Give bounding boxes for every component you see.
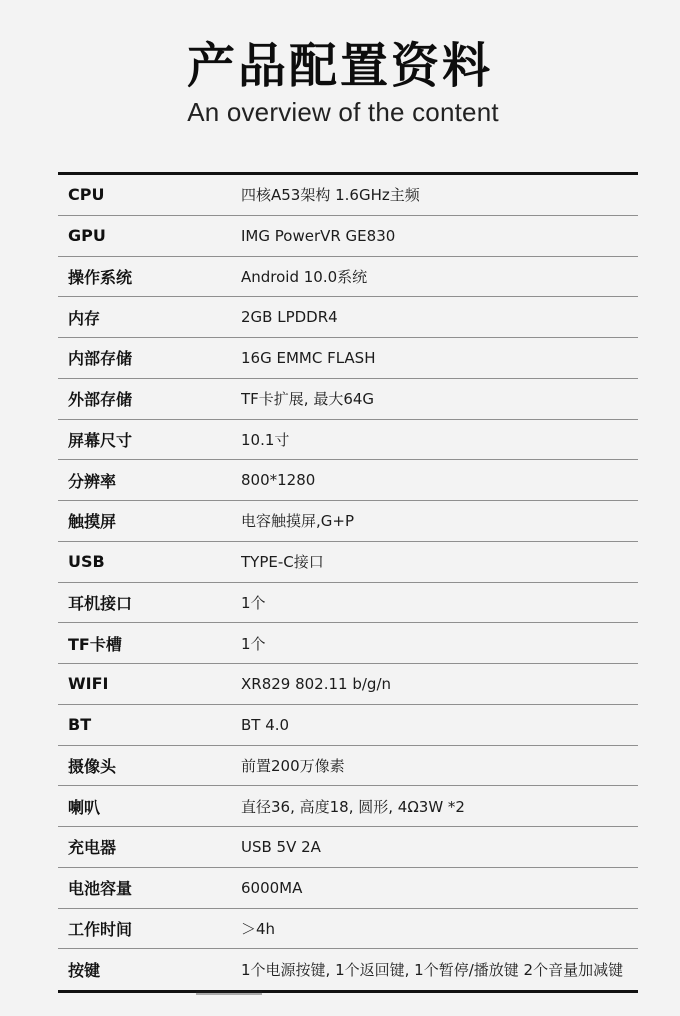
spec-key: GPU [68, 226, 106, 246]
spec-value: 1个电源按键, 1个返回键, 1个暂停/播放键 2个音量加减键 [241, 961, 624, 980]
spec-value: ＞4h [241, 919, 276, 938]
spec-key: 摄像头 [68, 756, 117, 776]
spec-key: 屏幕尺寸 [68, 430, 133, 450]
spec-key: WIFI [68, 674, 109, 694]
spec-row-buttons [58, 949, 638, 990]
spec-value: 800*1280 [241, 471, 316, 490]
spec-row-internal-storage [58, 338, 638, 379]
spec-value: 10.1寸 [241, 430, 290, 449]
spec-row-os [58, 257, 638, 298]
spec-value: 6000MA [241, 878, 303, 897]
spec-value: 16G EMMC FLASH [241, 348, 376, 367]
spec-row-usb [58, 542, 638, 583]
spec-key: 操作系统 [68, 267, 133, 287]
spec-key: CPU [68, 185, 105, 205]
spec-row-working-time [58, 909, 638, 950]
spec-value: IMG PowerVR GE830 [241, 226, 396, 245]
spec-row-cpu [58, 175, 638, 216]
spec-row-resolution [58, 460, 638, 501]
spec-value: USB 5V 2A [241, 837, 321, 856]
spec-row-gpu [58, 216, 638, 257]
spec-value: 四核A53架构 1.6GHz主频 [241, 186, 420, 205]
spec-row-tf-slot [58, 623, 638, 664]
spec-key: BT [68, 715, 92, 735]
spec-row-wifi [58, 664, 638, 705]
spec-key: TF卡槽 [68, 634, 122, 654]
spec-row-headphone-jack [58, 583, 638, 624]
spec-value: XR829 802.11 b/g/n [241, 674, 392, 693]
spec-key: USB [68, 552, 105, 572]
bottom-divider-mark [196, 991, 262, 995]
spec-key: 喇叭 [68, 797, 101, 817]
spec-value: Android 10.0系统 [241, 267, 368, 286]
spec-key: 工作时间 [68, 919, 133, 939]
spec-value: 1个 [241, 593, 266, 612]
spec-key: 电池容量 [68, 879, 133, 899]
page-title: 产品配置资料 [186, 38, 493, 94]
spec-value: 2GB LPDDR4 [241, 308, 338, 327]
spec-value: 1个 [241, 634, 266, 653]
spec-value: 电容触摸屏,G+P [241, 512, 355, 531]
spec-row-screen-size [58, 420, 638, 461]
spec-row-external-storage [58, 379, 638, 420]
spec-key: 外部存储 [68, 390, 133, 410]
spec-value: TF卡扩展, 最大64G [241, 390, 375, 409]
spec-key: 充电器 [68, 838, 117, 858]
spec-value: 直径36, 高度18, 圆形, 4Ω3W *2 [241, 797, 465, 816]
spec-table [58, 172, 638, 993]
spec-row-touchscreen [58, 501, 638, 542]
spec-key: 内存 [68, 308, 101, 328]
spec-key: 触摸屏 [68, 512, 117, 532]
spec-value: TYPE-C接口 [241, 553, 324, 572]
spec-row-camera [58, 746, 638, 787]
spec-value: 前置200万像素 [241, 756, 345, 775]
spec-row-speaker [58, 786, 638, 827]
spec-value: BT 4.0 [241, 715, 290, 734]
page-subtitle: An overview of the content [187, 97, 499, 127]
spec-row-ram [58, 297, 638, 338]
spec-key: 耳机接口 [68, 593, 133, 613]
spec-row-charger [58, 827, 638, 868]
spec-row-bt [58, 705, 638, 746]
spec-row-battery [58, 868, 638, 909]
spec-key: 按键 [68, 961, 101, 981]
spec-key: 内部存储 [68, 349, 133, 369]
spec-key: 分辨率 [68, 471, 117, 491]
